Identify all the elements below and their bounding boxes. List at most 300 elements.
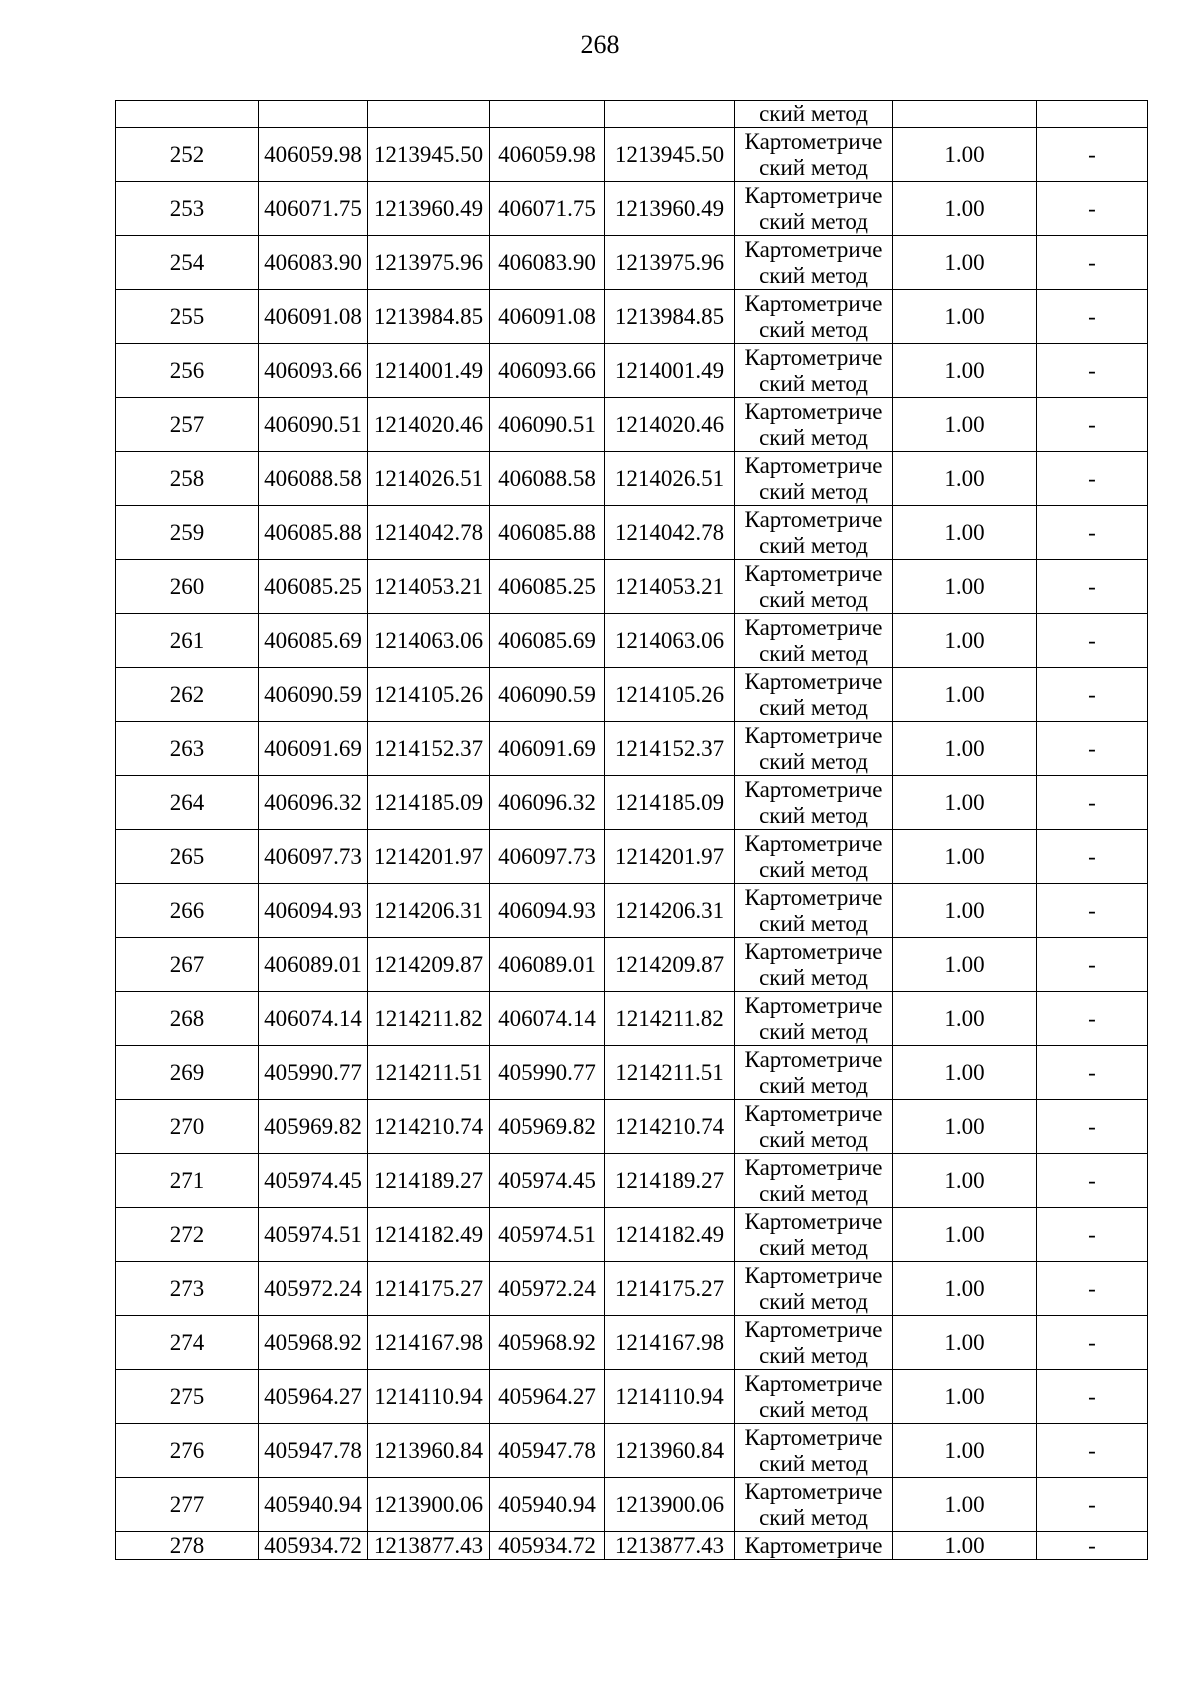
cell-point-number: 274 [116, 1316, 259, 1370]
cell-method [735, 884, 893, 938]
cell-y-coordinate: 1214110.94 [368, 1370, 490, 1424]
table-row [116, 614, 1148, 668]
cell-y-coordinate: 1214167.98 [605, 1316, 735, 1370]
cell-point-number: 256 [116, 344, 259, 398]
cell-method [735, 1478, 893, 1532]
method-line: Картометриче [744, 938, 883, 964]
table-row [116, 722, 1148, 776]
cell-method [735, 236, 893, 290]
cell-y-coordinate: 1214209.87 [605, 938, 735, 992]
cell-x-coordinate: 406096.32 [490, 776, 605, 830]
cell-x-coordinate: 406096.32 [259, 776, 368, 830]
cell-accuracy: 1.00 [893, 1046, 1037, 1100]
method-line: ский метод [759, 1504, 868, 1530]
cell-y-coordinate: 1214209.87 [368, 938, 490, 992]
cell-empty [605, 101, 735, 128]
table-row [116, 1424, 1148, 1478]
cell-x-coordinate: 406059.98 [259, 128, 368, 182]
cell-note: - [1037, 1100, 1148, 1154]
method-line: Картометриче [744, 1154, 883, 1180]
cell-x-coordinate: 406088.58 [490, 452, 605, 506]
cell-y-coordinate: 1214211.51 [605, 1046, 735, 1100]
cell-x-coordinate: 406059.98 [490, 128, 605, 182]
table-row [116, 1478, 1148, 1532]
cell-y-coordinate: 1214026.51 [605, 452, 735, 506]
method-line: ский метод [759, 1450, 868, 1476]
cell-x-coordinate: 406093.66 [259, 344, 368, 398]
cell-point-number: 264 [116, 776, 259, 830]
cell-y-coordinate: 1213945.50 [605, 128, 735, 182]
cell-note: - [1037, 560, 1148, 614]
method-line: Картометриче [744, 128, 883, 154]
table-row-continued [116, 101, 1148, 128]
cell-point-number: 255 [116, 290, 259, 344]
cell-accuracy: 1.00 [893, 344, 1037, 398]
method-line: ский метод [759, 424, 868, 450]
cell-point-number: 265 [116, 830, 259, 884]
cell-point-number: 266 [116, 884, 259, 938]
cell-x-coordinate: 406097.73 [490, 830, 605, 884]
page-number: 268 [580, 30, 620, 59]
method-line: Картометриче [744, 236, 883, 262]
method-line: ский метод [759, 748, 868, 774]
cell-y-coordinate: 1213984.85 [605, 290, 735, 344]
cell-empty [116, 101, 259, 128]
cell-point-number: 268 [116, 992, 259, 1046]
table-row [116, 1154, 1148, 1208]
cell-note: - [1037, 614, 1148, 668]
cell-x-coordinate: 406090.51 [259, 398, 368, 452]
cell-method [735, 1370, 893, 1424]
table-row [116, 506, 1148, 560]
cell-y-coordinate: 1214110.94 [605, 1370, 735, 1424]
method-line: ский метод [759, 262, 868, 288]
cell-note: - [1037, 776, 1148, 830]
method-line: Картометриче [744, 182, 883, 208]
cell-method [735, 506, 893, 560]
cell-x-coordinate: 406090.59 [490, 668, 605, 722]
cell-empty [893, 101, 1037, 128]
cell-accuracy: 1.00 [893, 614, 1037, 668]
cell-method [735, 992, 893, 1046]
cell-empty [368, 101, 490, 128]
cell-accuracy: 1.00 [893, 776, 1037, 830]
table-row [116, 1532, 1148, 1560]
cell-accuracy: 1.00 [893, 992, 1037, 1046]
cell-y-coordinate: 1214026.51 [368, 452, 490, 506]
table-row [116, 1262, 1148, 1316]
cell-x-coordinate: 406097.73 [259, 830, 368, 884]
method-line: Картометриче [744, 722, 883, 748]
method-line: Картометриче [744, 884, 883, 910]
cell-point-number: 269 [116, 1046, 259, 1100]
cell-y-coordinate: 1214167.98 [368, 1316, 490, 1370]
method-line: ский метод [759, 154, 868, 180]
cell-x-coordinate: 406094.93 [490, 884, 605, 938]
cell-note: - [1037, 668, 1148, 722]
cell-note: - [1037, 506, 1148, 560]
cell-note: - [1037, 398, 1148, 452]
cell-x-coordinate: 406074.14 [259, 992, 368, 1046]
cell-x-coordinate: 406085.25 [490, 560, 605, 614]
method-line: ский метод [759, 856, 868, 882]
cell-point-number: 254 [116, 236, 259, 290]
cell-x-coordinate: 405974.45 [490, 1154, 605, 1208]
cell-accuracy: 1.00 [893, 1100, 1037, 1154]
cell-accuracy: 1.00 [893, 1316, 1037, 1370]
cell-x-coordinate: 406085.69 [490, 614, 605, 668]
cell-point-number: 270 [116, 1100, 259, 1154]
cell-x-coordinate: 406071.75 [259, 182, 368, 236]
cell-y-coordinate: 1214105.26 [368, 668, 490, 722]
method-line: ский метод [759, 1126, 868, 1152]
cell-point-number: 271 [116, 1154, 259, 1208]
cell-note: - [1037, 452, 1148, 506]
cell-x-coordinate: 406089.01 [490, 938, 605, 992]
cell-x-coordinate: 405940.94 [490, 1478, 605, 1532]
method-line: ский метод [759, 910, 868, 936]
cell-x-coordinate: 405972.24 [490, 1262, 605, 1316]
cell-x-coordinate: 405940.94 [259, 1478, 368, 1532]
cell-y-coordinate: 1214042.78 [368, 506, 490, 560]
cell-note: - [1037, 128, 1148, 182]
cell-note: - [1037, 236, 1148, 290]
cell-y-coordinate: 1214189.27 [368, 1154, 490, 1208]
cell-accuracy: 1.00 [893, 1424, 1037, 1478]
cell-y-coordinate: 1213975.96 [605, 236, 735, 290]
cell-empty [490, 101, 605, 128]
method-line: Картометриче [744, 776, 883, 802]
cell-accuracy: 1.00 [893, 1208, 1037, 1262]
cell-method [735, 1424, 893, 1478]
cell-note: - [1037, 1046, 1148, 1100]
cell-accuracy: 1.00 [893, 830, 1037, 884]
cell-y-coordinate: 1213960.84 [605, 1424, 735, 1478]
cell-y-coordinate: 1214152.37 [368, 722, 490, 776]
table-row [116, 1046, 1148, 1100]
cell-accuracy: 1.00 [893, 1154, 1037, 1208]
cell-method [735, 1262, 893, 1316]
cell-x-coordinate: 406090.59 [259, 668, 368, 722]
cell-y-coordinate: 1213960.49 [368, 182, 490, 236]
cell-x-coordinate: 405964.27 [259, 1370, 368, 1424]
cell-x-coordinate: 405934.72 [259, 1532, 368, 1560]
method-line: ский метод [759, 478, 868, 504]
cell-method [735, 938, 893, 992]
table-row [116, 452, 1148, 506]
cell-note: - [1037, 290, 1148, 344]
cell-accuracy: 1.00 [893, 1532, 1037, 1560]
cell-accuracy: 1.00 [893, 1478, 1037, 1532]
cell-x-coordinate: 406094.93 [259, 884, 368, 938]
cell-method [735, 722, 893, 776]
cell-y-coordinate: 1214206.31 [605, 884, 735, 938]
method-line: Картометриче [744, 1100, 883, 1126]
method-line: Картометриче [744, 1316, 883, 1342]
method-line: Картометриче [744, 290, 883, 316]
table-row [116, 992, 1148, 1046]
cell-accuracy: 1.00 [893, 722, 1037, 776]
cell-accuracy: 1.00 [893, 1370, 1037, 1424]
cell-x-coordinate: 405974.51 [490, 1208, 605, 1262]
cell-y-coordinate: 1213945.50 [368, 128, 490, 182]
method-line: Картометриче [744, 1208, 883, 1234]
cell-x-coordinate: 405964.27 [490, 1370, 605, 1424]
cell-x-coordinate: 406091.08 [259, 290, 368, 344]
cell-method [735, 1316, 893, 1370]
cell-empty [1037, 101, 1148, 128]
cell-method [735, 1046, 893, 1100]
cell-x-coordinate: 406088.58 [259, 452, 368, 506]
cell-point-number: 253 [116, 182, 259, 236]
cell-note: - [1037, 938, 1148, 992]
cell-x-coordinate: 405990.77 [490, 1046, 605, 1100]
cell-y-coordinate: 1214175.27 [605, 1262, 735, 1316]
cell-y-coordinate: 1213975.96 [368, 236, 490, 290]
table-row [116, 1370, 1148, 1424]
cell-y-coordinate: 1214210.74 [605, 1100, 735, 1154]
cell-y-coordinate: 1214182.49 [368, 1208, 490, 1262]
method-line: ский метод [759, 586, 868, 612]
table-row [116, 560, 1148, 614]
cell-x-coordinate: 405968.92 [259, 1316, 368, 1370]
cell-x-coordinate: 406091.08 [490, 290, 605, 344]
cell-x-coordinate: 405972.24 [259, 1262, 368, 1316]
cell-accuracy: 1.00 [893, 668, 1037, 722]
table-row [116, 236, 1148, 290]
method-line: Картометриче [744, 992, 883, 1018]
method-line: Картометриче [744, 1370, 883, 1396]
method-line: ский метод [759, 1288, 868, 1314]
cell-note: - [1037, 1424, 1148, 1478]
cell-method [735, 182, 893, 236]
cell-accuracy: 1.00 [893, 128, 1037, 182]
cell-method [735, 1208, 893, 1262]
cell-method [735, 398, 893, 452]
cell-x-coordinate: 406085.88 [490, 506, 605, 560]
cell-y-coordinate: 1214201.97 [368, 830, 490, 884]
cell-x-coordinate: 406089.01 [259, 938, 368, 992]
table-row [116, 344, 1148, 398]
method-line: Картометриче [744, 506, 883, 532]
cell-accuracy: 1.00 [893, 1262, 1037, 1316]
cell-point-number: 267 [116, 938, 259, 992]
cell-y-coordinate: 1213900.06 [605, 1478, 735, 1532]
cell-y-coordinate: 1214211.82 [368, 992, 490, 1046]
cell-x-coordinate: 406093.66 [490, 344, 605, 398]
method-line: ский метод [759, 640, 868, 666]
cell-point-number: 277 [116, 1478, 259, 1532]
cell-y-coordinate: 1213960.84 [368, 1424, 490, 1478]
cell-note: - [1037, 1316, 1148, 1370]
cell-accuracy: 1.00 [893, 560, 1037, 614]
cell-x-coordinate: 406091.69 [259, 722, 368, 776]
cell-y-coordinate: 1214211.82 [605, 992, 735, 1046]
cell-y-coordinate: 1214042.78 [605, 506, 735, 560]
cell-accuracy: 1.00 [893, 506, 1037, 560]
cell-y-coordinate: 1213900.06 [368, 1478, 490, 1532]
cell-point-number: 252 [116, 128, 259, 182]
cell-y-coordinate: 1214063.06 [605, 614, 735, 668]
cell-note: - [1037, 992, 1148, 1046]
cell-y-coordinate: 1214020.46 [368, 398, 490, 452]
table-row [116, 938, 1148, 992]
cell-x-coordinate: 406071.75 [490, 182, 605, 236]
cell-y-coordinate: 1214185.09 [368, 776, 490, 830]
method-line: Картометриче [744, 344, 883, 370]
cell-y-coordinate: 1213877.43 [368, 1532, 490, 1560]
cell-x-coordinate: 406085.25 [259, 560, 368, 614]
method-line: ский метод [759, 1396, 868, 1422]
method-line: ский метод [759, 1072, 868, 1098]
cell-x-coordinate: 406090.51 [490, 398, 605, 452]
cell-y-coordinate: 1213960.49 [605, 182, 735, 236]
cell-x-coordinate: 405934.72 [490, 1532, 605, 1560]
method-line: Картометриче [744, 1046, 883, 1072]
cell-point-number: 276 [116, 1424, 259, 1478]
method-line: Картометриче [744, 830, 883, 856]
cell-accuracy: 1.00 [893, 398, 1037, 452]
cell-method [735, 560, 893, 614]
table-row [116, 182, 1148, 236]
cell-accuracy: 1.00 [893, 938, 1037, 992]
cell-method: ский метод [735, 101, 893, 128]
table-row [116, 1100, 1148, 1154]
table-row [116, 1208, 1148, 1262]
cell-note: - [1037, 344, 1148, 398]
cell-note: - [1037, 182, 1148, 236]
cell-method [735, 128, 893, 182]
method-line: ский метод [759, 964, 868, 990]
cell-method [735, 290, 893, 344]
cell-y-coordinate: 1214053.21 [605, 560, 735, 614]
cell-method [735, 830, 893, 884]
cell-point-number: 261 [116, 614, 259, 668]
cell-x-coordinate: 406083.90 [490, 236, 605, 290]
cell-note: - [1037, 1532, 1148, 1560]
cell-x-coordinate: 406083.90 [259, 236, 368, 290]
method-line: ский метод [759, 802, 868, 828]
cell-point-number: 278 [116, 1532, 259, 1560]
cell-y-coordinate: 1214211.51 [368, 1046, 490, 1100]
cell-method [735, 776, 893, 830]
cell-x-coordinate: 405974.51 [259, 1208, 368, 1262]
cell-y-coordinate: 1214206.31 [368, 884, 490, 938]
cell-point-number: 275 [116, 1370, 259, 1424]
cell-y-coordinate: 1214020.46 [605, 398, 735, 452]
cell-note: - [1037, 722, 1148, 776]
table-body [116, 101, 1148, 1560]
table-row [116, 776, 1148, 830]
cell-y-coordinate: 1214201.97 [605, 830, 735, 884]
cell-point-number: 262 [116, 668, 259, 722]
cell-note: - [1037, 830, 1148, 884]
cell-x-coordinate: 405969.82 [490, 1100, 605, 1154]
method-line: ский метод [759, 1018, 868, 1044]
table-row [116, 128, 1148, 182]
cell-note: - [1037, 1262, 1148, 1316]
method-line: ский метод [759, 316, 868, 342]
cell-x-coordinate: 405947.78 [490, 1424, 605, 1478]
cell-accuracy: 1.00 [893, 452, 1037, 506]
cell-note: - [1037, 884, 1148, 938]
cell-y-coordinate: 1214063.06 [368, 614, 490, 668]
cell-point-number: 260 [116, 560, 259, 614]
cell-method [735, 614, 893, 668]
method-line: ский метод [759, 1180, 868, 1206]
cell-method [735, 452, 893, 506]
cell-y-coordinate: 1214053.21 [368, 560, 490, 614]
method-line: Картометриче [744, 614, 883, 640]
cell-y-coordinate: 1213877.43 [605, 1532, 735, 1560]
method-line: Картометриче [744, 452, 883, 478]
table-row [116, 668, 1148, 722]
cell-empty [259, 101, 368, 128]
cell-note: - [1037, 1208, 1148, 1262]
cell-y-coordinate: 1214185.09 [605, 776, 735, 830]
cell-x-coordinate: 406074.14 [490, 992, 605, 1046]
cell-note: - [1037, 1370, 1148, 1424]
cell-x-coordinate: 405990.77 [259, 1046, 368, 1100]
cell-point-number: 257 [116, 398, 259, 452]
cell-y-coordinate: 1214210.74 [368, 1100, 490, 1154]
method-line: Картометриче [744, 398, 883, 424]
cell-method [735, 344, 893, 398]
method-line: Картометриче [744, 1262, 883, 1288]
coordinates-table [115, 100, 1148, 1560]
cell-y-coordinate: 1213984.85 [368, 290, 490, 344]
cell-point-number: 258 [116, 452, 259, 506]
cell-x-coordinate: 406085.69 [259, 614, 368, 668]
cell-method [735, 1100, 893, 1154]
method-line: Картометриче [744, 560, 883, 586]
table-row [116, 290, 1148, 344]
table-row [116, 398, 1148, 452]
cell-y-coordinate: 1214182.49 [605, 1208, 735, 1262]
method-line: Картометриче [744, 1424, 883, 1450]
method-line: ский метод [759, 1234, 868, 1260]
cell-y-coordinate: 1214105.26 [605, 668, 735, 722]
method-line: Картометриче [744, 1478, 883, 1504]
cell-y-coordinate: 1214001.49 [605, 344, 735, 398]
cell-accuracy: 1.00 [893, 236, 1037, 290]
method-line: Картометриче [744, 668, 883, 694]
table-row [116, 830, 1148, 884]
cell-point-number: 263 [116, 722, 259, 776]
cell-note: - [1037, 1478, 1148, 1532]
cell-method: Картометриче [735, 1532, 893, 1560]
cell-x-coordinate: 406091.69 [490, 722, 605, 776]
table-row [116, 884, 1148, 938]
cell-point-number: 259 [116, 506, 259, 560]
cell-note: - [1037, 1154, 1148, 1208]
cell-y-coordinate: 1214001.49 [368, 344, 490, 398]
cell-y-coordinate: 1214189.27 [605, 1154, 735, 1208]
cell-point-number: 273 [116, 1262, 259, 1316]
cell-method [735, 668, 893, 722]
method-line: ский метод [759, 532, 868, 558]
cell-x-coordinate: 405968.92 [490, 1316, 605, 1370]
cell-point-number: 272 [116, 1208, 259, 1262]
cell-method [735, 1154, 893, 1208]
table-row [116, 1316, 1148, 1370]
cell-y-coordinate: 1214175.27 [368, 1262, 490, 1316]
cell-y-coordinate: 1214152.37 [605, 722, 735, 776]
cell-x-coordinate: 406085.88 [259, 506, 368, 560]
method-line: ский метод [759, 1342, 868, 1368]
method-line: ский метод [759, 208, 868, 234]
cell-accuracy: 1.00 [893, 182, 1037, 236]
